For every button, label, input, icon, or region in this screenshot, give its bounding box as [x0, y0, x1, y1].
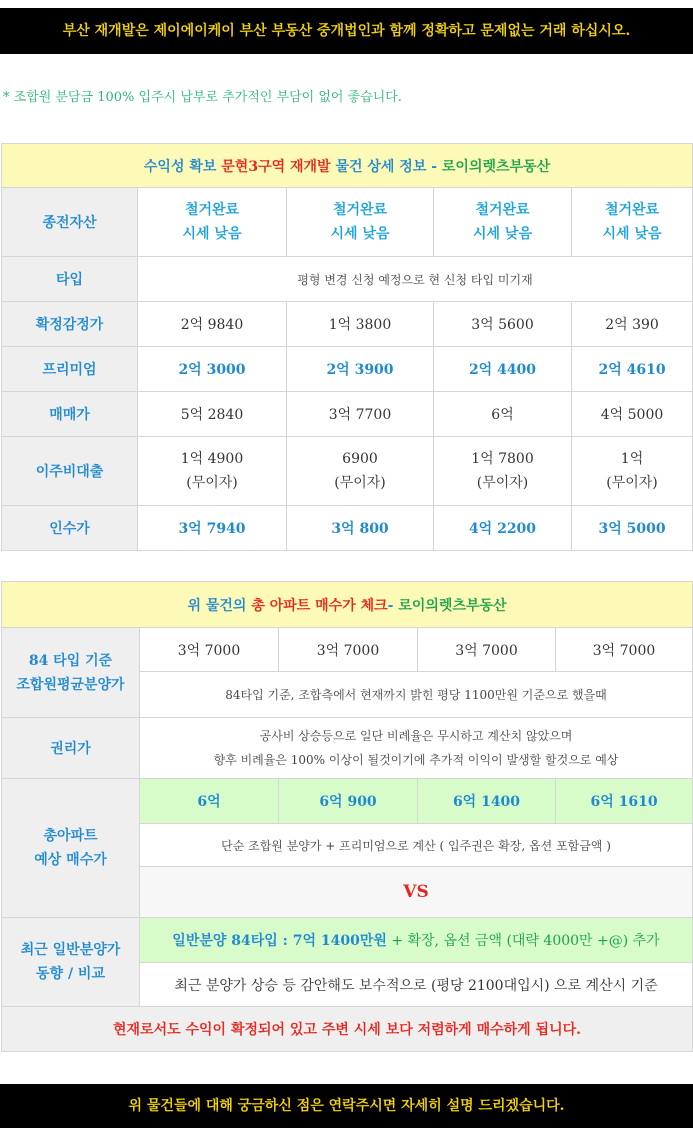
base84-cell: 3억 7000 [140, 628, 279, 672]
asset-cell: 철거완료 시세 낮음 [434, 188, 572, 257]
table1-caption [2, 144, 693, 188]
acquire-cell: 3억 800 [287, 506, 434, 551]
row-label-appraisal: 확정감정가 [2, 302, 138, 347]
table-row [2, 1007, 693, 1052]
table-row [2, 628, 693, 672]
total-cell: 6억 900 [279, 779, 418, 824]
table-row [2, 188, 693, 257]
row-label-premium: 프리미엄 [2, 347, 138, 392]
price-cell: 4억 5000 [572, 392, 693, 437]
caption-prefix: 수익성 확보 [143, 158, 222, 175]
caption-middle: 물건 상세 정보 - [330, 158, 442, 175]
table-row [2, 437, 693, 506]
row-label-recent: 최근 일반분양가 동향 / 비교 [2, 918, 140, 1007]
base84-cell: 3억 7000 [279, 628, 418, 672]
premium-cell: 2억 4610 [572, 347, 693, 392]
acquire-cell: 3억 5000 [572, 506, 693, 551]
recent-headline [140, 918, 693, 963]
price-cell: 3억 7700 [287, 392, 434, 437]
loan-cell: 6900 (무이자) [287, 437, 434, 506]
table-row [2, 302, 693, 347]
base84-cell: 3억 7000 [556, 628, 693, 672]
premium-cell: 2억 3900 [287, 347, 434, 392]
total-cell: 6억 [140, 779, 279, 824]
recent-options: + 확장, 옵션 금액 (대략 4000만 +@) 추가 [386, 933, 660, 949]
asset-cell: 철거완료 시세 낮음 [287, 188, 434, 257]
recent-note: 최근 분양가 상승 등 감안해도 보수적으로 (평당 2100대입시) 으로 계산시 기준 [140, 963, 693, 1007]
table2-caption [2, 582, 693, 628]
table-row [2, 918, 693, 963]
bottom-banner: 위 물건들에 대해 궁금하신 점은 연락주시면 자세히 설명 드리겠습니다. [0, 1084, 693, 1128]
base84-cell: 3억 7000 [418, 628, 556, 672]
acquire-cell: 3억 7940 [138, 506, 287, 551]
appraisal-cell: 3억 5600 [434, 302, 572, 347]
asset-cell: 철거완료 시세 낮음 [138, 188, 287, 257]
row-label-total: 총아파트 예상 매수가 [2, 779, 140, 918]
appraisal-cell: 2억 390 [572, 302, 693, 347]
top-banner: 부산 재개발은 제이에이케이 부산 부동산 중개법인과 함께 정확하고 문제없는 거래 하십시오. [0, 8, 693, 54]
rights-note: 공사비 상승등으로 일단 비례율은 무시하고 계산치 않았으며 향후 비례율은 100% 이상이 될것이기에 추가적 이익이 발생할 할것으로 예상 [140, 718, 693, 779]
caption-middle: - [387, 597, 399, 614]
payment-note: * 조합원 분담금 100% 입주시 납부로 추가적인 부담이 없어 좋습니다. [3, 90, 402, 105]
recent-general-sale: 일반분양 84타입 : 7억 1400만원 [172, 933, 387, 949]
caption-agency: 로이의렛츠부동산 [441, 158, 551, 175]
row-label-rights: 권리가 [2, 718, 140, 779]
base84-note: 84타입 기준, 조합측에서 현재까지 밝힌 평당 1100만원 기준으로 했을때 [140, 672, 693, 718]
appraisal-cell: 1억 3800 [287, 302, 434, 347]
table-row [2, 257, 693, 302]
premium-cell: 2억 4400 [434, 347, 572, 392]
loan-cell: 1억 (무이자) [572, 437, 693, 506]
table-row [2, 506, 693, 551]
row-label-type: 타입 [2, 257, 138, 302]
total-price-table [1, 581, 693, 1052]
row-label-base84: 84 타입 기준 조합원평균분양가 [2, 628, 140, 718]
appraisal-cell: 2억 9840 [138, 302, 287, 347]
vs-label: VS [140, 867, 693, 918]
row-label-acquire: 인수가 [2, 506, 138, 551]
table-row [2, 347, 693, 392]
total-cell: 6억 1610 [556, 779, 693, 824]
total-cell: 6억 1400 [418, 779, 556, 824]
table-row [2, 718, 693, 779]
type-cell: 평형 변경 신청 예정으로 현 신청 타입 미기재 [138, 257, 693, 302]
table-row [2, 392, 693, 437]
loan-cell: 1억 7800 (무이자) [434, 437, 572, 506]
row-label-loan: 이주비대출 [2, 437, 138, 506]
table-row [2, 779, 693, 824]
price-cell: 5억 2840 [138, 392, 287, 437]
row-label-price: 매매가 [2, 392, 138, 437]
acquire-cell: 4억 2200 [434, 506, 572, 551]
caption-highlight: 문현3구역 재개발 [221, 158, 331, 175]
premium-cell: 2억 3000 [138, 347, 287, 392]
total-note: 단순 조합원 분양가 + 프리미엄으로 계산 ( 입주권은 확장, 옵션 포함금액 ) [140, 824, 693, 867]
asset-cell: 철거완료 시세 낮음 [572, 188, 693, 257]
property-detail-table [1, 143, 693, 551]
caption-prefix: 위 물건의 [187, 597, 252, 614]
price-cell: 6억 [434, 392, 572, 437]
caption-highlight: 총 아파트 매수가 체크 [251, 597, 388, 614]
conclusion-text: 현재로서도 수익이 확정되어 있고 주변 시세 보다 저렴하게 매수하게 됩니다. [2, 1007, 693, 1052]
loan-cell: 1억 4900 (무이자) [138, 437, 287, 506]
row-label-asset: 종전자산 [2, 188, 138, 257]
caption-agency: 로이의렛츠부동산 [398, 597, 507, 614]
